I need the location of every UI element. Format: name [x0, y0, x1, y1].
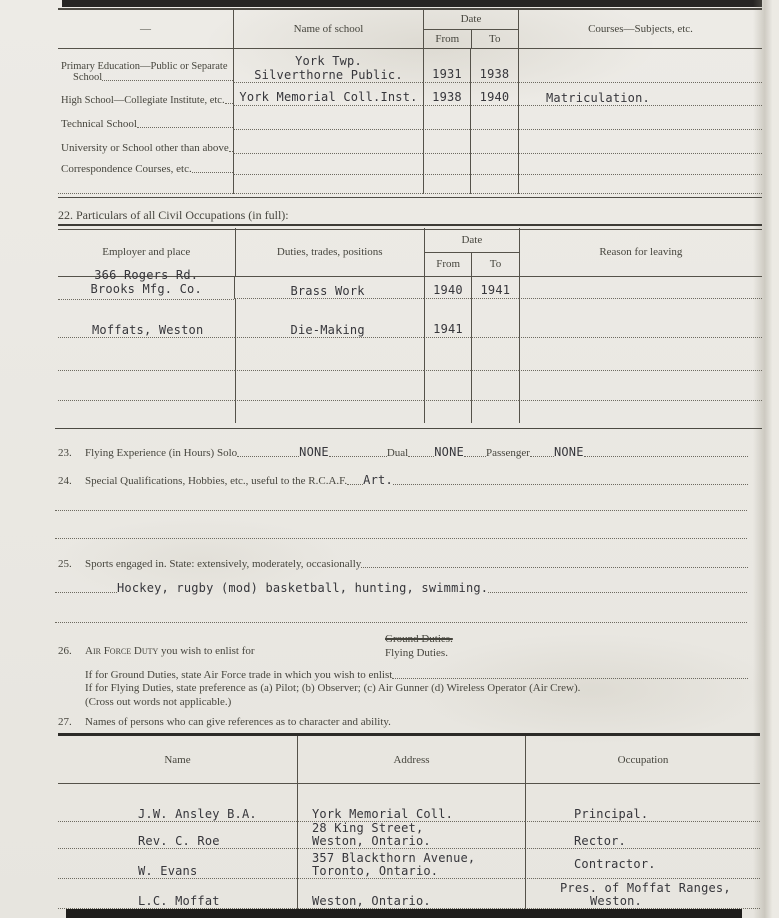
education-header-date: [423, 10, 518, 48]
reference-name-evans: W. Evans: [58, 849, 297, 879]
occupation-from-moffats: 1941: [424, 299, 471, 338]
education-blank-label: [58, 175, 233, 194]
education-from-university: [423, 130, 470, 154]
reference-row-roe: [58, 822, 760, 849]
education-school-technical: [233, 106, 423, 130]
occupation-blank-reason-1: [519, 338, 762, 371]
occupation-blank-from-2: [424, 371, 471, 401]
occupation-tail-employer: [58, 401, 235, 423]
q23-dual-label: Dual: [386, 447, 409, 459]
education-from-highschool: 1938: [423, 83, 470, 106]
education-row-highschool: [58, 83, 762, 106]
q23-leader-4: [464, 456, 486, 457]
education-label-university: University or School other than above: [58, 130, 233, 154]
education-table-bottom-rule: [58, 197, 762, 198]
occupation-reason-moffats: [519, 299, 762, 338]
scan-edge-top: [62, 0, 762, 7]
blank-line-1: [55, 510, 747, 511]
education-table: [58, 8, 762, 194]
occupations-table-bottom-rule: [55, 428, 762, 429]
q26-note-crossout: (Cross out words not applicable.): [85, 696, 232, 708]
occupation-blank-duties-2: [235, 371, 424, 401]
occupations-row-brooks: [58, 268, 762, 299]
education-label-technical: Technical School: [58, 106, 233, 130]
occupations-header-to: To: [489, 258, 502, 271]
q25-label: Sports engaged in. State: extensively, moderately, occasionally: [85, 558, 362, 570]
occupations-header-reason: Reason for leaving: [519, 228, 762, 276]
occupation-blank-to-2: [471, 371, 519, 401]
reference-row-ansley: [58, 784, 760, 822]
q26-options: [385, 632, 453, 660]
education-to-primary: 1938: [470, 49, 518, 83]
reference-address-ansley: York Memorial Coll.: [297, 784, 525, 822]
education-row-correspondence: [58, 154, 762, 175]
education-header-from: From: [424, 30, 472, 49]
references-table-header: [58, 736, 760, 784]
question-27: [58, 716, 391, 728]
reference-occupation-ansley: Principal.: [525, 784, 760, 822]
question-24: [58, 470, 748, 487]
education-row-university: [58, 130, 762, 154]
education-blank-school: [233, 175, 423, 194]
education-school-university: [233, 130, 423, 154]
q26-note-ground: [85, 666, 748, 681]
education-courses-highschool: Matriculation.: [518, 83, 762, 106]
education-to-technical: [470, 106, 518, 130]
q25-answer: Hockey, rugby (mod) basketball, hunting, swimming.: [117, 581, 489, 595]
question-23: [58, 442, 748, 459]
education-courses-correspondence: [518, 154, 762, 175]
corner-dash: —: [140, 23, 151, 35]
q24-leader-2: [393, 484, 748, 485]
education-from-correspondence: [423, 154, 470, 175]
scan-edge-bottom: [66, 909, 742, 918]
education-header-date-label: Date: [424, 10, 518, 30]
occupations-table: [58, 228, 762, 423]
education-header-courses: Courses—Subjects, etc.: [518, 10, 762, 48]
references-header-occupation: Occupation: [525, 736, 760, 783]
q23-leader-6: [584, 456, 748, 457]
q23-number: 23.: [58, 447, 72, 459]
education-school-correspondence: [233, 154, 423, 175]
education-label-highschool: High School—Collegiate Institute, etc.: [58, 83, 233, 106]
q23-leader-3: [408, 456, 434, 457]
q26-option-ground-duties: Ground Duties.: [385, 633, 453, 645]
occupations-header-from: From: [425, 253, 472, 277]
q25-leader: [361, 567, 748, 568]
q25-answer-leader-left: [55, 592, 117, 593]
education-courses-primary: [518, 49, 762, 83]
q24-label: Special Qualifications, Hobbies, etc., useful to the R.C.A.F.: [85, 475, 348, 487]
q26-note-ground-leader: [392, 678, 748, 679]
occupation-blank-employer-2: [58, 371, 235, 401]
occupation-employer-moffats: Moffats, Weston: [58, 299, 235, 338]
occupations-header-duties: Duties, trades, positions: [235, 228, 424, 276]
q23-label: Flying Experience (in Hours) Solo: [85, 447, 238, 459]
reference-occupation-evans: Contractor.: [525, 849, 760, 879]
education-table-header: [58, 10, 762, 49]
reference-occupation-roe: Rector.: [525, 822, 760, 849]
references-header-address: Address: [297, 736, 525, 783]
occupation-blank-to-1: [471, 338, 519, 371]
occupation-reason-brooks: [519, 277, 762, 299]
question-26: [58, 645, 255, 657]
education-courses-technical: [518, 106, 762, 130]
education-header-to: To: [489, 32, 501, 45]
education-school-primary: York Twp. Silverthorne Public.: [233, 49, 423, 83]
q26-note-flying: If for Flying Duties, state preference as (a) Pilot; (b) Observer; (c) Air Gunner (d) Wireless Operator (Air Crew).: [85, 682, 581, 694]
q24-value: Art.: [363, 473, 393, 487]
education-row-blank: [58, 175, 762, 194]
q26-label-smallcaps: Air Force Duty: [85, 645, 159, 657]
reference-row-moffat: [58, 879, 760, 909]
blank-line-2: [55, 538, 747, 539]
education-header-blank: [58, 10, 233, 48]
occupation-blank-employer-1: [58, 338, 235, 371]
occupation-tail-reason: [519, 401, 762, 423]
reference-row-evans: [58, 849, 760, 879]
education-label-correspondence: Correspondence Courses, etc.: [58, 154, 233, 175]
education-courses-university: [518, 130, 762, 154]
reference-name-ansley: J.W. Ansley B.A.: [58, 784, 297, 822]
q26-option-flying-duties: Flying Duties.: [385, 647, 448, 659]
occupations-row-blank-1: [58, 338, 762, 371]
education-blank-to: [470, 175, 518, 194]
reference-address-moffat: Weston, Ontario.: [297, 879, 525, 909]
occupation-tail-to: [471, 401, 519, 423]
education-header-school: Name of school: [233, 10, 423, 48]
q26-note-ground-text: If for Ground Duties, state Air Force trade in which you wish to enlist: [85, 669, 393, 681]
q25-number: 25.: [58, 558, 72, 570]
occupations-header-date-label: Date: [425, 228, 519, 253]
reference-address-evans: 357 Blackthorn Avenue, Toronto, Ontario.: [297, 849, 525, 879]
occupation-duties-brooks: Brass Work: [234, 277, 424, 299]
occupation-employer-brooks: 366 Rogers Rd. Brooks Mfg. Co.: [58, 268, 234, 300]
references-header-name: Name: [164, 753, 191, 766]
education-school-highschool: York Memorial Coll.Inst.: [233, 83, 423, 106]
occupation-blank-duties-1: [235, 338, 424, 371]
education-label-primary: Primary Education—Public or Separate School: [58, 49, 233, 83]
occupations-header-date: [424, 228, 519, 276]
q24-number: 24.: [58, 475, 72, 487]
q27-label: Names of persons who can give references as to character and ability.: [85, 716, 391, 728]
occupation-tail-from: [424, 401, 471, 423]
reference-name-moffat: L.C. Moffat: [58, 879, 297, 909]
q23-passenger-label: Passenger: [485, 447, 530, 459]
q26-label-rest: you wish to enlist for: [158, 645, 255, 657]
q23-leader-5: [530, 456, 554, 457]
q23-leader-2: [329, 456, 387, 457]
occupations-row-blank-2: [58, 371, 762, 401]
education-to-correspondence: [470, 154, 518, 175]
education-to-highschool: 1940: [470, 83, 518, 106]
q23-leader-1: [237, 456, 299, 457]
references-table: [58, 733, 760, 918]
education-from-primary: 1931: [423, 49, 470, 83]
reference-address-roe: 28 King Street, Weston, Ontario.: [297, 822, 525, 849]
occupation-blank-reason-2: [519, 371, 762, 401]
occupations-row-tail: [58, 401, 762, 423]
occupation-tail-duties: [235, 401, 424, 423]
occupation-to-brooks: 1941: [471, 277, 519, 299]
q25-answer-leader-right: [488, 592, 747, 593]
question-25: [58, 553, 748, 570]
education-from-technical: [423, 106, 470, 130]
blank-line-3: [55, 622, 747, 623]
q24-leader-1: [347, 484, 363, 485]
reference-name-roe: Rev. C. Roe: [58, 822, 297, 849]
q23-solo-value: NONE: [299, 445, 329, 459]
q26-label: [85, 645, 255, 657]
section22-heading: 22. Particulars of all Civil Occupations (in full):: [58, 208, 289, 222]
education-to-university: [470, 130, 518, 154]
occupations-header-employer: Employer and place: [102, 246, 191, 258]
occupations-row-moffats: [58, 299, 762, 338]
education-blank-from: [423, 175, 470, 194]
q23-passenger-value: NONE: [553, 445, 584, 459]
q23-dual-value: NONE: [434, 445, 464, 459]
q26-number: 26.: [58, 645, 72, 657]
education-row-primary: [58, 49, 762, 83]
occupation-from-brooks: 1940: [424, 277, 471, 299]
q25-answer-line: [55, 578, 747, 595]
education-blank-courses: [518, 175, 762, 194]
occupation-duties-moffats: Die-Making: [235, 299, 425, 338]
occupation-to-moffats: [471, 299, 519, 338]
occupation-blank-from-1: [424, 338, 471, 371]
education-row-technical: [58, 106, 762, 130]
reference-occupation-moffat: Pres. of Moffat Ranges, Weston.: [525, 879, 760, 909]
q27-number: 27.: [58, 716, 72, 728]
